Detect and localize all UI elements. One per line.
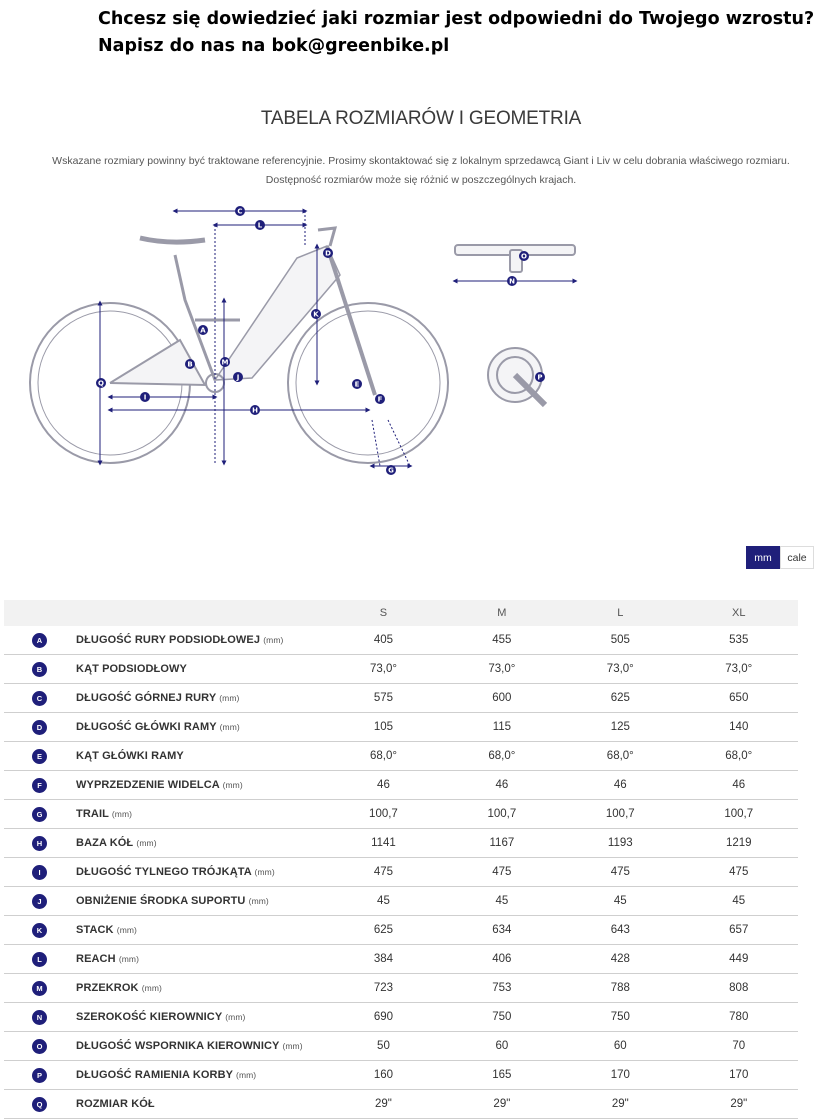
- row-value: 45: [680, 887, 799, 916]
- row-value: 723: [324, 974, 442, 1003]
- row-label: DŁUGOŚĆ RAMIENIA KORBY: [76, 1069, 233, 1081]
- svg-text:J: J: [236, 373, 240, 382]
- row-label-cell: [75, 887, 324, 916]
- row-value: 100,7: [561, 800, 679, 829]
- contact-banner: [98, 6, 814, 60]
- row-value: 625: [324, 916, 442, 945]
- row-label: WYPRZEDZENIE WIDELCA: [76, 779, 220, 791]
- row-value: 70: [680, 1032, 799, 1061]
- svg-text:P: P: [537, 373, 543, 382]
- row-value: 73,0°: [561, 655, 679, 684]
- row-value: 29": [561, 1090, 679, 1119]
- row-value: 600: [443, 684, 561, 713]
- row-value: 455: [443, 626, 561, 655]
- geometry-table-body: [4, 626, 798, 1119]
- row-badge-cell: [4, 626, 75, 655]
- diagram-label-P: [535, 372, 545, 382]
- svg-text:A: A: [200, 326, 206, 335]
- row-label-cell: [75, 916, 324, 945]
- row-badge-cell: [4, 771, 75, 800]
- row-value: 140: [680, 713, 799, 742]
- row-value: 475: [680, 858, 799, 887]
- page-title: TABELA ROZMIARÓW I GEOMETRIA: [260, 108, 582, 129]
- row-label-cell: [75, 945, 324, 974]
- table-row: [4, 655, 798, 684]
- row-label: ROZMIAR KÓŁ: [76, 1098, 155, 1110]
- row-value: 105: [324, 713, 442, 742]
- diagram-label-H: [250, 405, 260, 415]
- row-value: 29": [680, 1090, 799, 1119]
- svg-text:O: O: [521, 252, 527, 261]
- row-value: 165: [443, 1061, 561, 1090]
- size-note-line-1: Wskazane rozmiary powinny być traktowane referencyjnie. Prosimy skontaktować się z lokalnym sprzedawcą Giant i Liv w celu dobrania właściwego rozmiaru.: [52, 155, 790, 167]
- row-value: 125: [561, 713, 679, 742]
- table-row: [4, 858, 798, 887]
- row-badge-cell: [4, 974, 75, 1003]
- row-value: 575: [324, 684, 442, 713]
- row-value: 73,0°: [680, 655, 799, 684]
- row-value: 750: [443, 1003, 561, 1032]
- table-row: [4, 771, 798, 800]
- table-row: [4, 1061, 798, 1090]
- table-row: [4, 713, 798, 742]
- row-value: 45: [324, 887, 442, 916]
- row-label-cell: [75, 1061, 324, 1090]
- row-unit: (mm): [248, 896, 269, 906]
- svg-text:K: K: [313, 310, 319, 319]
- row-unit: (mm): [141, 983, 162, 993]
- row-label-cell: [75, 858, 324, 887]
- table-row: [4, 1003, 798, 1032]
- row-value: 753: [443, 974, 561, 1003]
- svg-text:G: G: [388, 466, 394, 475]
- row-badge: M: [32, 981, 47, 996]
- diagram-label-D: [323, 248, 333, 258]
- row-value: 100,7: [443, 800, 561, 829]
- row-value: 46: [680, 771, 799, 800]
- diagram-label-E: [352, 379, 362, 389]
- unit-mm-button[interactable]: mm: [746, 546, 780, 569]
- row-value: 160: [324, 1061, 442, 1090]
- header-label-col: [75, 600, 324, 626]
- row-label: OBNIŻENIE ŚRODKA SUPORTU: [76, 895, 246, 907]
- row-badge: L: [32, 952, 47, 967]
- diagram-label-O: [519, 251, 529, 261]
- row-badge-cell: [4, 829, 75, 858]
- size-header-m: M: [497, 607, 507, 619]
- row-value: 505: [561, 626, 679, 655]
- row-label: TRAIL: [76, 808, 109, 820]
- svg-text:N: N: [509, 277, 515, 286]
- diagram-label-J: [233, 372, 243, 382]
- diagram-label-I: [140, 392, 150, 402]
- row-badge: G: [32, 807, 47, 822]
- row-unit: (mm): [263, 635, 284, 645]
- row-value: 406: [443, 945, 561, 974]
- row-label: KĄT PODSIODŁOWY: [76, 663, 187, 675]
- row-badge-cell: [4, 916, 75, 945]
- row-label: BAZA KÓŁ: [76, 837, 134, 849]
- table-row: [4, 800, 798, 829]
- row-badge-cell: [4, 945, 75, 974]
- row-value: 29": [443, 1090, 561, 1119]
- row-badge-cell: [4, 800, 75, 829]
- row-badge: I: [32, 865, 47, 880]
- bike-outline: [30, 228, 448, 463]
- table-row: [4, 1032, 798, 1061]
- table-row: [4, 916, 798, 945]
- row-unit: (mm): [136, 838, 157, 848]
- svg-text:B: B: [187, 360, 193, 369]
- diagram-label-N: [507, 276, 517, 286]
- table-row: [4, 684, 798, 713]
- row-label-cell: [75, 771, 324, 800]
- size-header-l: L: [617, 607, 624, 619]
- row-value: 449: [680, 945, 799, 974]
- row-unit: (mm): [219, 693, 240, 703]
- row-value: 657: [680, 916, 799, 945]
- row-badge: E: [32, 749, 47, 764]
- row-label: REACH: [76, 953, 116, 965]
- row-badge: F: [32, 778, 47, 793]
- row-label-cell: [75, 800, 324, 829]
- row-value: 46: [561, 771, 679, 800]
- size-header-xl: XL: [732, 607, 746, 619]
- row-badge-cell: [4, 713, 75, 742]
- row-badge: A: [32, 633, 47, 648]
- row-unit: (mm): [219, 722, 240, 732]
- row-label-cell: [75, 684, 324, 713]
- svg-text:H: H: [252, 406, 258, 415]
- handlebar-sketch: [455, 245, 575, 272]
- row-label-cell: [75, 713, 324, 742]
- svg-text:Q: Q: [98, 379, 104, 388]
- table-row: [4, 945, 798, 974]
- row-value: 45: [561, 887, 679, 916]
- unit-inch-button[interactable]: cale: [780, 546, 814, 569]
- row-label: DŁUGOŚĆ TYLNEGO TRÓJKĄTA: [76, 866, 252, 878]
- svg-text:L: L: [257, 221, 263, 230]
- diagram-label-A: [198, 325, 208, 335]
- bike-geometry-diagram: [0, 190, 826, 490]
- table-row: [4, 887, 798, 916]
- row-value: 29": [324, 1090, 442, 1119]
- row-value: 170: [561, 1061, 679, 1090]
- header-badge-col: [4, 600, 75, 626]
- svg-text:E: E: [354, 380, 360, 389]
- row-value: 100,7: [680, 800, 799, 829]
- row-badge: Q: [32, 1097, 47, 1112]
- row-value: 60: [561, 1032, 679, 1061]
- row-unit: (mm): [116, 925, 137, 935]
- row-badge-cell: [4, 742, 75, 771]
- row-value: 68,0°: [680, 742, 799, 771]
- row-badge-cell: [4, 1090, 75, 1119]
- row-badge-cell: [4, 887, 75, 916]
- diagram-label-M: [220, 357, 230, 367]
- row-value: 73,0°: [443, 655, 561, 684]
- row-label: DŁUGOŚĆ GÓRNEJ RURY: [76, 692, 217, 704]
- row-value: 1167: [443, 829, 561, 858]
- diagram-label-L: [255, 220, 265, 230]
- row-badge: C: [32, 691, 47, 706]
- row-value: 428: [561, 945, 679, 974]
- row-label-cell: [75, 626, 324, 655]
- row-value: 68,0°: [324, 742, 442, 771]
- row-value: 625: [561, 684, 679, 713]
- row-value: 73,0°: [324, 655, 442, 684]
- row-label: PRZEKROK: [76, 982, 139, 994]
- row-label: KĄT GŁÓWKI RAMY: [76, 750, 184, 762]
- geometry-table: [4, 600, 798, 1119]
- row-badge: K: [32, 923, 47, 938]
- row-badge: B: [32, 662, 47, 677]
- diagram-label-K: [311, 309, 321, 319]
- row-badge: P: [32, 1068, 47, 1083]
- svg-text:C: C: [237, 207, 243, 216]
- row-value: 634: [443, 916, 561, 945]
- table-row: [4, 829, 798, 858]
- row-value: 475: [324, 858, 442, 887]
- row-label: DŁUGOŚĆ GŁÓWKI RAMY: [76, 721, 217, 733]
- row-value: 475: [561, 858, 679, 887]
- row-badge-cell: [4, 1032, 75, 1061]
- row-value: 1193: [561, 829, 679, 858]
- row-label-cell: [75, 655, 324, 684]
- row-label: STACK: [76, 924, 114, 936]
- row-value: 808: [680, 974, 799, 1003]
- row-badge-cell: [4, 1061, 75, 1090]
- row-value: 780: [680, 1003, 799, 1032]
- diagram-label-F: [375, 394, 385, 404]
- row-badge: J: [32, 894, 47, 909]
- diagram-label-Q: [96, 378, 106, 388]
- svg-text:D: D: [325, 249, 331, 258]
- diagram-label-B: [185, 359, 195, 369]
- row-badge-cell: [4, 1003, 75, 1032]
- svg-text:M: M: [221, 358, 229, 367]
- table-row: [4, 626, 798, 655]
- row-value: 170: [680, 1061, 799, 1090]
- row-badge-cell: [4, 858, 75, 887]
- contact-question: Chcesz się dowiedzieć jaki rozmiar jest odpowiedni do Twojego wzrostu?: [98, 9, 815, 29]
- row-value: 68,0°: [443, 742, 561, 771]
- row-value: 100,7: [324, 800, 442, 829]
- row-unit: (mm): [118, 954, 140, 964]
- row-value: 115: [443, 713, 561, 742]
- row-unit: (mm): [236, 1070, 257, 1080]
- row-label-cell: [75, 1032, 324, 1061]
- row-value: 690: [324, 1003, 442, 1032]
- row-badge: O: [32, 1039, 47, 1054]
- row-badge: D: [32, 720, 47, 735]
- row-value: 788: [561, 974, 679, 1003]
- contact-email-line: Napisz do nas na bok@greenbike.pl: [98, 36, 450, 56]
- row-label-cell: [75, 1090, 324, 1119]
- row-unit: (mm): [225, 1012, 246, 1022]
- row-value: 45: [443, 887, 561, 916]
- table-header-row: [4, 600, 798, 626]
- row-unit: (mm): [282, 1041, 303, 1051]
- row-value: 475: [443, 858, 561, 887]
- row-value: 46: [324, 771, 442, 800]
- row-badge: N: [32, 1010, 47, 1025]
- row-badge-cell: [4, 684, 75, 713]
- row-badge: H: [32, 836, 47, 851]
- row-unit: (mm): [222, 780, 243, 790]
- row-value: 405: [324, 626, 442, 655]
- row-unit: (mm): [254, 867, 275, 877]
- svg-text:F: F: [377, 395, 383, 404]
- size-header-s: S: [379, 607, 388, 619]
- row-label-cell: [75, 829, 324, 858]
- row-value: 60: [443, 1032, 561, 1061]
- unit-toggle: [746, 546, 814, 569]
- row-value: 535: [680, 626, 799, 655]
- row-value: 750: [561, 1003, 679, 1032]
- table-row: [4, 742, 798, 771]
- svg-text:I: I: [143, 393, 147, 402]
- diagram-label-C: [235, 206, 245, 216]
- table-row: [4, 974, 798, 1003]
- row-label: DŁUGOŚĆ RURY PODSIODŁOWEJ: [76, 634, 261, 646]
- row-value: 384: [324, 945, 442, 974]
- row-label-cell: [75, 974, 324, 1003]
- size-note: [0, 152, 826, 190]
- diagram-label-G: [386, 465, 396, 475]
- row-value: 50: [324, 1032, 442, 1061]
- row-value: 1141: [324, 829, 442, 858]
- size-note-line-2: Dostępność rozmiarów może się różnić w poszczególnych krajach.: [265, 174, 577, 186]
- row-value: 68,0°: [561, 742, 679, 771]
- row-label: DŁUGOŚĆ WSPORNIKA KIEROWNICY: [76, 1040, 280, 1052]
- row-label-cell: [75, 1003, 324, 1032]
- row-label: SZEROKOŚĆ KIEROWNICY: [76, 1011, 223, 1023]
- row-value: 650: [680, 684, 799, 713]
- row-value: 1219: [680, 829, 799, 858]
- row-value: 643: [561, 916, 679, 945]
- row-badge-cell: [4, 655, 75, 684]
- row-value: 46: [443, 771, 561, 800]
- table-row: [4, 1090, 798, 1119]
- row-unit: (mm): [111, 809, 133, 819]
- row-label-cell: [75, 742, 324, 771]
